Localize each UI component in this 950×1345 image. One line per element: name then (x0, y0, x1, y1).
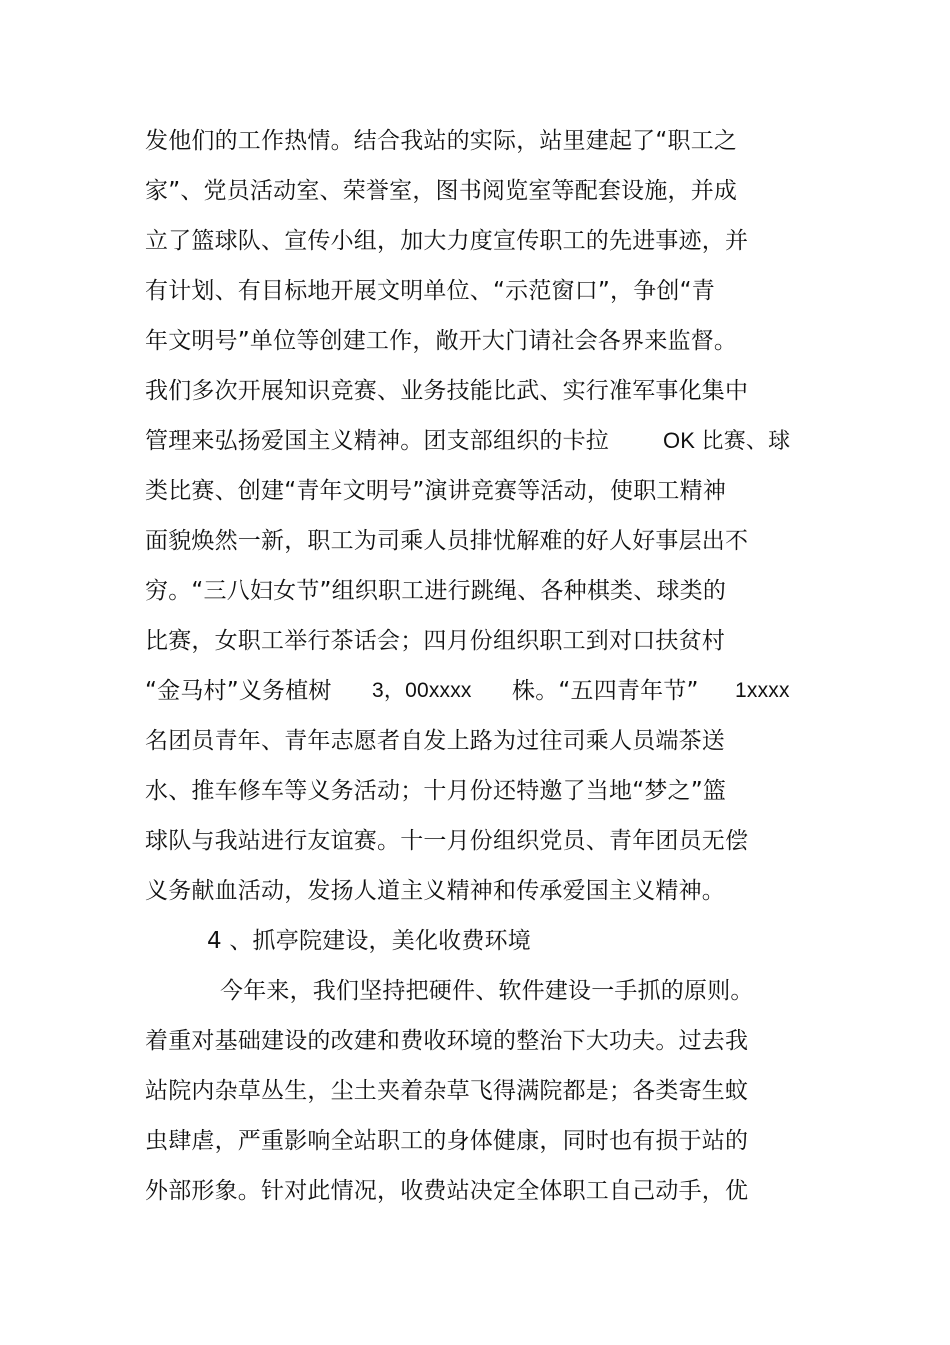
text-segment: OK 比赛、球 (663, 428, 791, 453)
text-segment: 1xxxx (735, 679, 790, 702)
text-segment: 外部形象。针对此情况，收费站决定全体职工自己动手，优 (145, 1178, 749, 1204)
text-segment: 今年来，我们坚持把硬件、软件建设一手抓的原则。 (220, 978, 754, 1004)
text-segment: 水、推车修车等义务活动；十月份还特邀了当地“梦之”篮 (145, 778, 727, 804)
text-segment: 立了篮球队、宣传小组，加大力度宣传职工的先进事迹，并 (145, 228, 749, 254)
text-segment: 义务献血活动，发扬人道主义精神和传承爱国主义精神。 (145, 878, 725, 904)
text-segment: 家”、党员活动室、荣誉室，图书阅览室等配套设施，并成 (145, 178, 738, 204)
text-segment: 面貌焕然一新，职工为司乘人员排忧解难的好人好事层出不 (145, 528, 749, 554)
text-segment: “金马村”义务植树 (145, 678, 332, 704)
text-segment: 比赛，女职工举行茶话会；四月份组织职工到对口扶贫村 (145, 628, 725, 654)
text-segment: 管理来弘扬爱国主义精神。团支部组织的卡拉 (145, 428, 609, 454)
text-segment: 类比赛、创建“青年文明号”演讲竞赛等活动，使职工精神 (145, 478, 727, 504)
text-segment: 3，00xxxx (372, 679, 472, 702)
text-segment: 着重对基础建设的改建和费收环境的整治下大功夫。过去我 (145, 1028, 749, 1054)
text-segment: 穷。“三八妇女节”组织职工进行跳绳、各种棋类、球类的 (145, 578, 727, 604)
text-segment: 有计划、有目标地开展文明单位、“示范窗口”，争创“青 (145, 278, 715, 304)
text-segment: 虫肆虐，严重影响全站职工的身体健康，同时也有损于站的 (145, 1128, 749, 1154)
text-segment: 站院内杂草丛生，尘土夹着杂草飞得满院都是；各类寄生蚊 (145, 1078, 749, 1104)
text-segment: 株。“五四青年节” (512, 678, 699, 704)
text-segment: 发他们的工作热情。结合我站的实际，站里建起了“职工之 (145, 128, 738, 154)
text-segment: 4 、抓亭院建设，美化收费环境 (207, 928, 531, 954)
text-segment: 年文明号”单位等创建工作，敞开大门请社会各界来监督。 (145, 328, 738, 354)
text-segment: 名团员青年、青年志愿者自发上路为过往司乘人员端茶送 (145, 728, 725, 754)
text-segment: 球队与我站进行友谊赛。十一月份组织党员、青年团员无偿 (145, 828, 749, 854)
text-segment: 我们多次开展知识竞赛、业务技能比武、实行准军事化集中 (145, 378, 749, 404)
